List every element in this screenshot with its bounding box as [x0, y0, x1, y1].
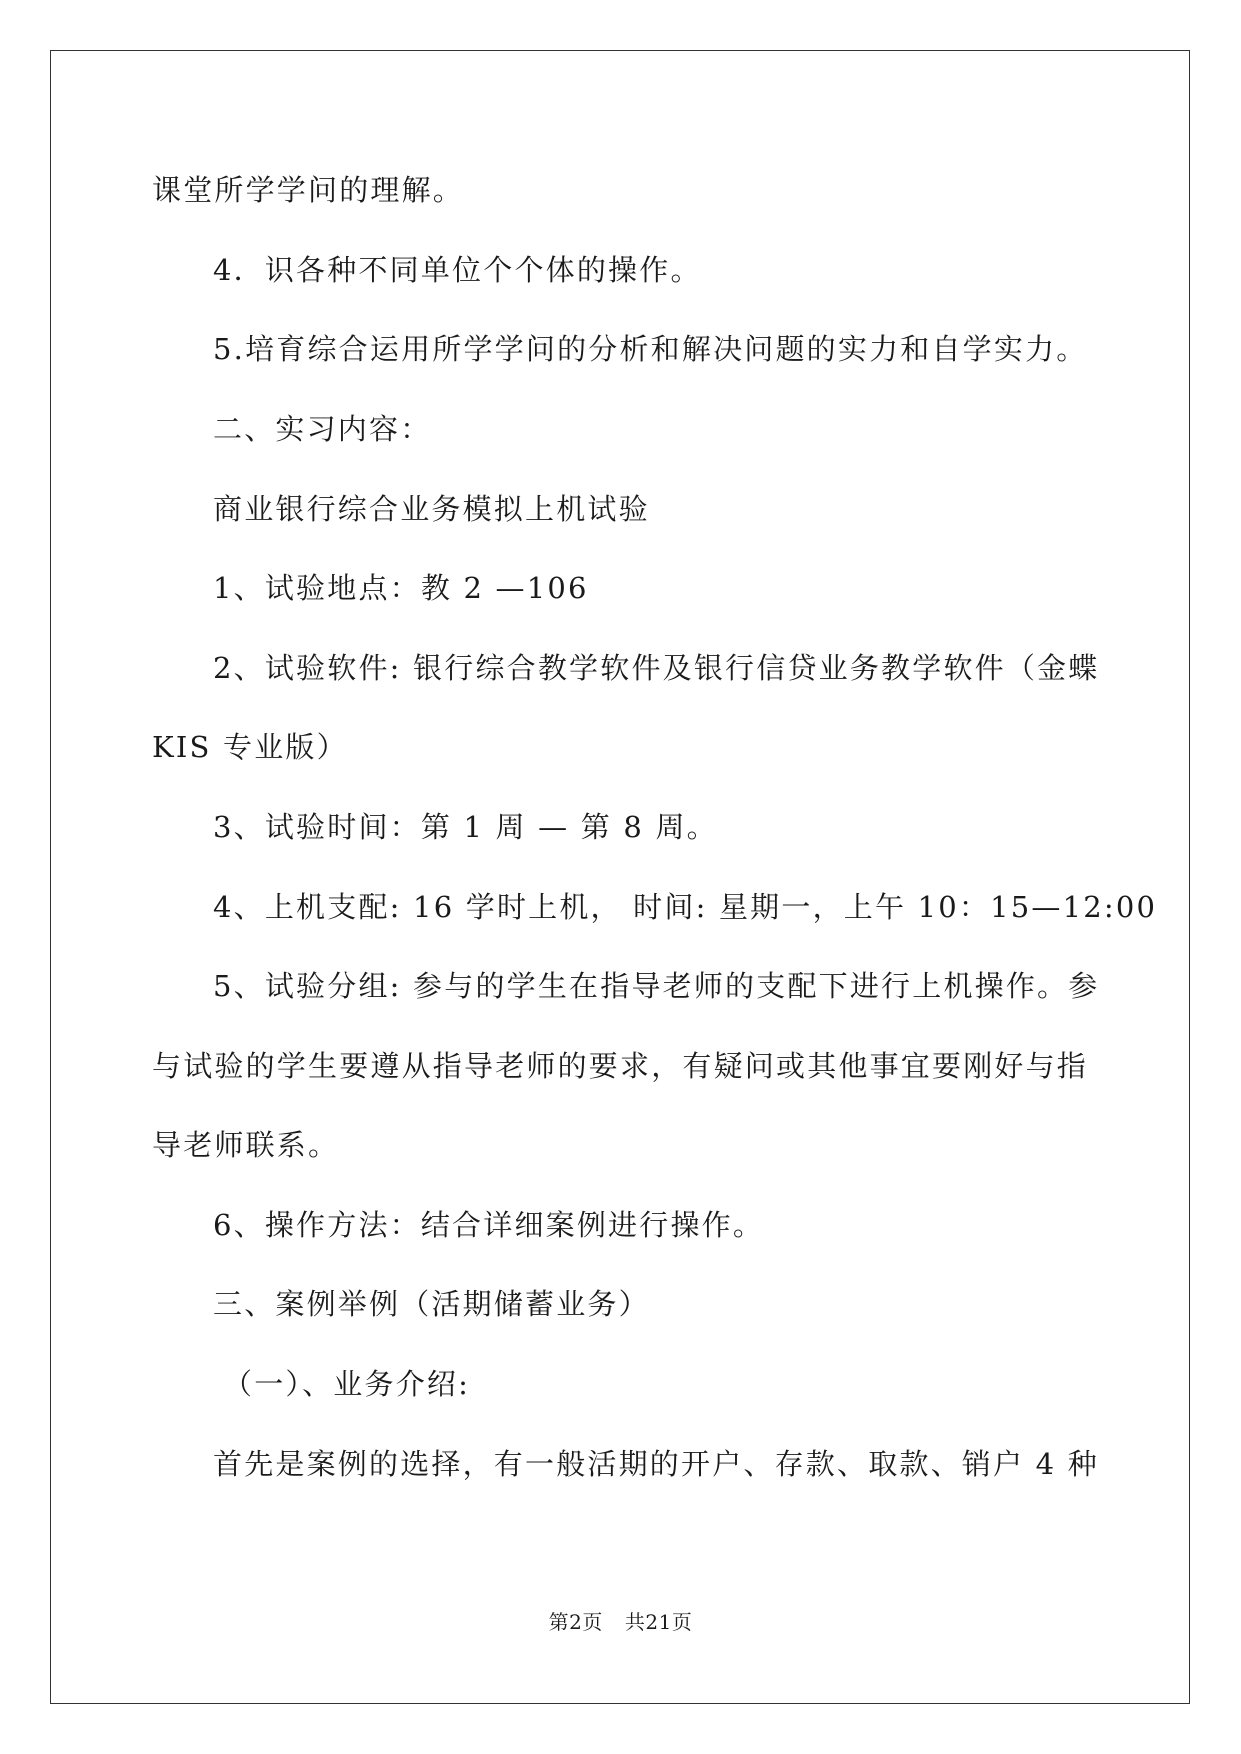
text-line: 4、上机支配: 16 学时上机， 时间: 星期一，上午 10：15—12:00	[213, 890, 1158, 924]
page-footer	[0, 1610, 1241, 1634]
section-heading: 三、案例举例（活期储蓄业务）	[213, 1287, 650, 1321]
text-line: 5、试验分组: 参与的学生在指导老师的支配下进行上机操作。参	[213, 969, 1100, 1003]
text-line: 5.培育综合运用所学学问的分析和解决问题的实力和自学实力。	[213, 332, 1088, 366]
text-line: 4．识各种不同单位个个体的操作。	[213, 253, 702, 287]
text-line: 2、试验软件: 银行综合教学软件及银行信贷业务教学软件（金蝶	[213, 651, 1100, 685]
text-line: 3、试验时间：第 1 周 — 第 8 周。	[213, 810, 718, 844]
text-line: 首先是案例的选择，有一般活期的开户、存款、取款、销户 4 种	[213, 1447, 1099, 1481]
text-line: 与试验的学生要遵从指导老师的要求，有疑问或其他事宜要刚好与指	[152, 1049, 1089, 1083]
subsection-heading: （一）、业务介绍:	[223, 1367, 471, 1401]
text-line: 导老师联系。	[152, 1128, 340, 1162]
page-total: 共21页	[624, 1610, 693, 1634]
text-line: 课堂所学学问的理解。	[152, 173, 465, 207]
text-line: 商业银行综合业务模拟上机试验	[213, 492, 650, 526]
text-line: 6、操作方法：结合详细案例进行操作。	[213, 1208, 765, 1242]
section-heading: 二、实习内容：	[213, 412, 432, 446]
text-line: KIS 专业版）	[152, 730, 348, 764]
text-line: 1、试验地点：教 2 —106	[213, 571, 589, 605]
page-number: 第2页	[548, 1610, 603, 1634]
